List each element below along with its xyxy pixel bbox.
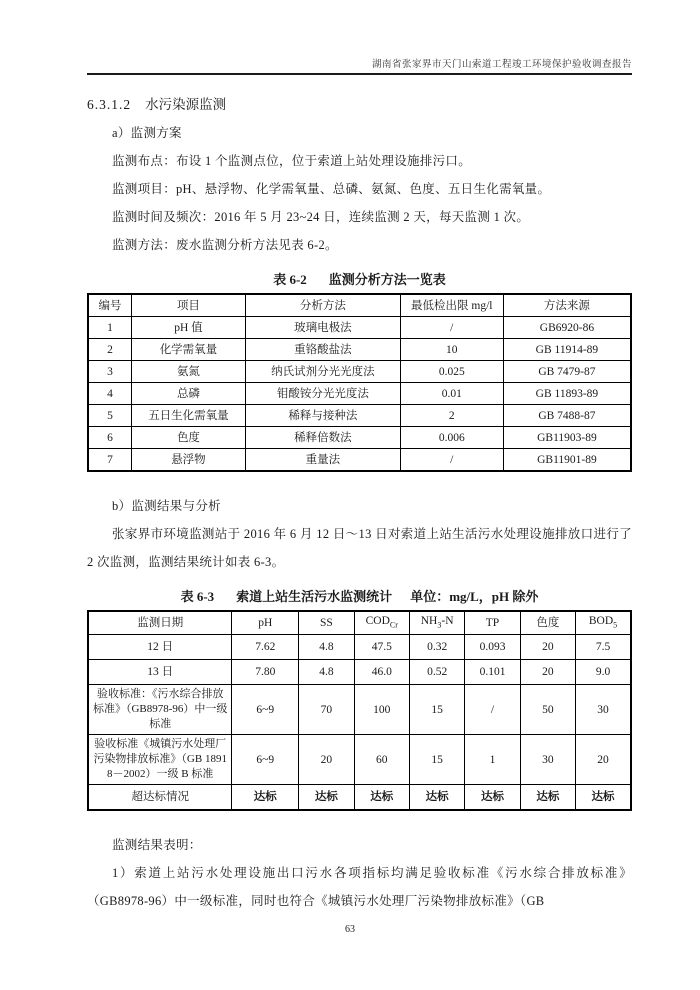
table-header-row (88, 294, 631, 317)
value-cell: 50 (520, 685, 575, 735)
column-header: $BOD_5$ (576, 611, 631, 635)
value-cell: 0.006 (400, 427, 503, 449)
row-label-cell: 超达标情况 (88, 785, 232, 811)
value-cell: 20 (576, 735, 631, 785)
row-label-cell: 6 (88, 427, 131, 449)
value-cell: GB 7488-87 (503, 405, 631, 427)
table-row (88, 735, 631, 785)
value-cell: 20 (520, 660, 575, 685)
table-row (88, 635, 631, 660)
value-cell: 7.62 (232, 635, 299, 660)
value-cell: 达标 (299, 785, 354, 811)
column-header: 色度 (520, 611, 575, 635)
row-label-cell: 2 (88, 339, 131, 361)
conclusion-point-1: 1）索道上站污水处理设施出口污水各项指标均满足验收标准《污水综合排放标准》（GB8978-96）中一级标准，同时也符合《城镇污水处理厂污染物排放标准》（GB (87, 866, 632, 909)
value-cell: 悬浮物 (131, 449, 245, 472)
column-header: SS (299, 611, 354, 635)
page-number: 63 (345, 924, 355, 935)
sewage-monitoring-table (87, 610, 632, 811)
value-cell: 化学需氧量 (131, 339, 245, 361)
table-6-2-label: 表 6-2 (273, 272, 307, 287)
row-label-cell: 13 日 (88, 660, 232, 685)
row-label-cell: 1 (88, 317, 131, 339)
table-6-3-unit: 单位：mg/L，pH 除外 (410, 589, 539, 604)
column-header: 方法来源 (503, 294, 631, 317)
value-cell: 重铬酸盐法 (245, 339, 400, 361)
value-cell: / (465, 685, 520, 735)
value-cell: 20 (520, 635, 575, 660)
row-label-cell: 验收标准《城镇污水处理厂污染物排放标准》（GB 18918－2002）一级 B 标准 (88, 735, 232, 785)
table-row (88, 427, 631, 449)
table-row (88, 317, 631, 339)
table-header-row (88, 611, 631, 635)
table-row (88, 660, 631, 685)
value-cell: 15 (409, 685, 464, 735)
subsection-a-label: a）监测方案 (112, 126, 182, 140)
running-header-text: 湖南省张家界市天门山索道工程竣工环境保护验收调查报告 (371, 60, 632, 70)
value-cell: GB 11914-89 (503, 339, 631, 361)
value-cell: 达标 (232, 785, 299, 811)
row-label-cell: 5 (88, 405, 131, 427)
section-heading (87, 93, 632, 113)
value-cell: 100 (354, 685, 409, 735)
subsection-b-label: b）监测结果与分析 (112, 499, 221, 513)
value-cell: 0.101 (465, 660, 520, 685)
table-6-3-title (87, 586, 632, 605)
value-cell: 稀释与接种法 (245, 405, 400, 427)
para-result-intro: 张家界市环境监测站于 2016 年 6 月 12 日～13 日对索道上站生活污水处理设施排放口进行了 2 次监测，监测结果统计如表 6-3。 (87, 527, 632, 569)
value-cell: 达标 (465, 785, 520, 811)
table-6-3-title-text: 索道上站生活污水监测统计 (236, 589, 393, 604)
value-cell: 0.093 (465, 635, 520, 660)
value-cell: GB11903-89 (503, 427, 631, 449)
value-cell: 重量法 (245, 449, 400, 472)
column-header: 监测日期 (88, 611, 232, 635)
para-monitoring-items: 监测项目：pH、悬浮物、化学需氧量、总磷、氨氮、色度、五日生化需氧量。 (112, 182, 551, 196)
table-6-3-label: 表 6-3 (180, 589, 215, 604)
value-cell: 达标 (409, 785, 464, 811)
value-cell: 6~9 (232, 685, 299, 735)
value-cell: 0.01 (400, 383, 503, 405)
value-cell: 达标 (520, 785, 575, 811)
column-header: $NH_3-N$ (409, 611, 464, 635)
conclusion-intro: 监测结果表明： (112, 838, 202, 853)
row-label-cell: 3 (88, 361, 131, 383)
column-header: 分析方法 (245, 294, 400, 317)
value-cell: 0.025 (400, 361, 503, 383)
value-cell: / (400, 317, 503, 339)
value-cell: GB 7479-87 (503, 361, 631, 383)
value-cell: 9.0 (576, 660, 631, 685)
table-row (88, 405, 631, 427)
value-cell: 总磷 (131, 383, 245, 405)
value-cell: 钼酸铵分光光度法 (245, 383, 400, 405)
value-cell: 30 (520, 735, 575, 785)
table-row (88, 383, 631, 405)
row-label-cell: 验收标准：《污水综合排放标准》（GB8978-96）中一级标准 (88, 685, 232, 735)
analysis-method-table (87, 293, 632, 472)
value-cell: 7.5 (576, 635, 631, 660)
table-row (88, 339, 631, 361)
value-cell: 4.8 (299, 635, 354, 660)
value-cell: 47.5 (354, 635, 409, 660)
value-cell: / (400, 449, 503, 472)
value-cell: 氨氮 (131, 361, 245, 383)
value-cell: 46.0 (354, 660, 409, 685)
value-cell: pH 值 (131, 317, 245, 339)
table-row (88, 361, 631, 383)
para-monitoring-time: 监测时间及频次：2016 年 5 月 23~24 日，连续监测 2 天，每天监测 1 次。 (112, 210, 530, 224)
value-cell: GB 11893-89 (503, 383, 631, 405)
value-cell: 10 (400, 339, 503, 361)
value-cell: 70 (299, 685, 354, 735)
table-row (88, 685, 631, 735)
value-cell: 纳氏试剂分光光度法 (245, 361, 400, 383)
table-6-2-title (87, 269, 632, 288)
value-cell: 玻璃电极法 (245, 317, 400, 339)
value-cell: 60 (354, 735, 409, 785)
table-row (88, 785, 631, 811)
value-cell: 7.80 (232, 660, 299, 685)
value-cell: 4.8 (299, 660, 354, 685)
column-header: TP (465, 611, 520, 635)
value-cell: 五日生化需氧量 (131, 405, 245, 427)
section-number: 6.3.1.2 (87, 97, 132, 112)
column-header: $COD_{Cr}$ (354, 611, 409, 635)
value-cell: 1 (465, 735, 520, 785)
column-header: pH (232, 611, 299, 635)
value-cell: 2 (400, 405, 503, 427)
value-cell: 0.52 (409, 660, 464, 685)
value-cell: 稀释倍数法 (245, 427, 400, 449)
para-monitoring-points: 监测布点：布设 1 个监测点位，位于索道上站处理设施排污口。 (112, 154, 472, 168)
value-cell: 0.32 (409, 635, 464, 660)
running-header (87, 56, 632, 75)
column-header: 编号 (88, 294, 131, 317)
table-6-2-title-text: 监测分析方法一览表 (328, 272, 446, 287)
value-cell: 20 (299, 735, 354, 785)
value-cell: 15 (409, 735, 464, 785)
row-label-cell: 12 日 (88, 635, 232, 660)
column-header: 最低检出限 mg/l (400, 294, 503, 317)
value-cell: 色度 (131, 427, 245, 449)
value-cell: GB11901-89 (503, 449, 631, 472)
column-header: 项目 (131, 294, 245, 317)
value-cell: 30 (576, 685, 631, 735)
value-cell: 达标 (354, 785, 409, 811)
value-cell: GB6920-86 (503, 317, 631, 339)
value-cell: 达标 (576, 785, 631, 811)
para-monitoring-method: 监测方法：废水监测分析方法见表 6-2。 (112, 238, 338, 252)
row-label-cell: 4 (88, 383, 131, 405)
section-title: 水污染源监测 (145, 97, 227, 112)
table-row (88, 449, 631, 472)
value-cell: 6~9 (232, 735, 299, 785)
row-label-cell: 7 (88, 449, 131, 472)
